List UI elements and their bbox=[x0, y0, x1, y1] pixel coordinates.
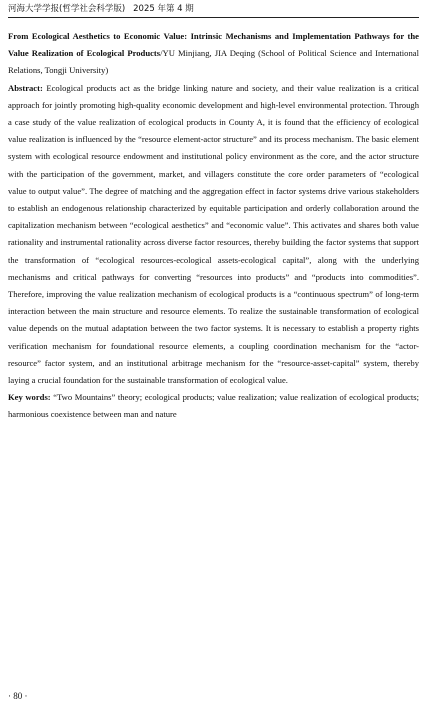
keywords-label: Key words: bbox=[8, 392, 51, 403]
title-block bbox=[8, 28, 419, 80]
abstract-text: Ecological products act as the bridge linking nature and society, and their value realization is a critical approach for jointly promoting high-quality economic development and high-level environmental protection. Through a case study of the value realization of ecological products in County A, it is found that the efficiency of ecological value realization is influenced by the “resource element-actor structure” and its process mechanism. The basic element system with ecological resource endowment and institutional policy environment as the core, and the actor structure with the participation of the government, market, and villagers constitute the core order parameters of “ecological value to output value”. The degree of matching and the aggregation effect in factor systems drive various stakeholders to establish an endogenous relationship characterized by equitable participation and orderly collaboration around the capitalization mechanism between “ecological aesthetics” and “economic value”. This activates and shares both value rationality and instrumental rationality across diverse factor resources, thereby building the factor systems that support the transformation of “ecological resources-ecological assets-ecological capital”, along with the underlying mechanisms and critical pathways for converting “resources into products” and “products into commodities”. Therefore, improving the value realization mechanism of ecological products is a “continuous spectrum” of long-term interaction between the main structure and resource elements. To realize the sustainable transformation of ecological value depends on the mutual adaptation between the two factor systems. It is necessary to establish a property rights verification mechanism for foundational resource elements, a coupling coordination mechanism for the “actor-resource” factor system, and an institutional arbitrage mechanism for the “resource-asset-capital” system, thereby laying a crucial foundation for the sustainable transformation of ecological value. bbox=[8, 82, 419, 386]
journal-name: 河海大学学报(哲学社会科学版) bbox=[8, 4, 126, 14]
keywords-text: “Two Mountains” theory; ecological products; value realization; value realization of ecological products; harmonious coexistence between man and nature bbox=[8, 392, 419, 420]
running-header bbox=[8, 2, 419, 18]
keywords-block bbox=[8, 389, 419, 423]
article-authors: /YU Minjiang, JIA Deqing (School of Political Science and International Relations, Tongji University) bbox=[8, 48, 419, 76]
issue-label: 2025 年第 4 期 bbox=[133, 4, 194, 14]
article-title: From Ecological Aesthetics to Economic Value: Intrinsic Mechanisms and Implementation Pathways for the Value Realization of Ecological Products bbox=[8, 31, 419, 59]
abstract-block bbox=[8, 80, 419, 390]
page-number: · 80 · bbox=[8, 691, 28, 701]
journal-page bbox=[8, 0, 419, 712]
abstract-label: Abstract: bbox=[8, 82, 43, 93]
article-content bbox=[8, 28, 419, 424]
